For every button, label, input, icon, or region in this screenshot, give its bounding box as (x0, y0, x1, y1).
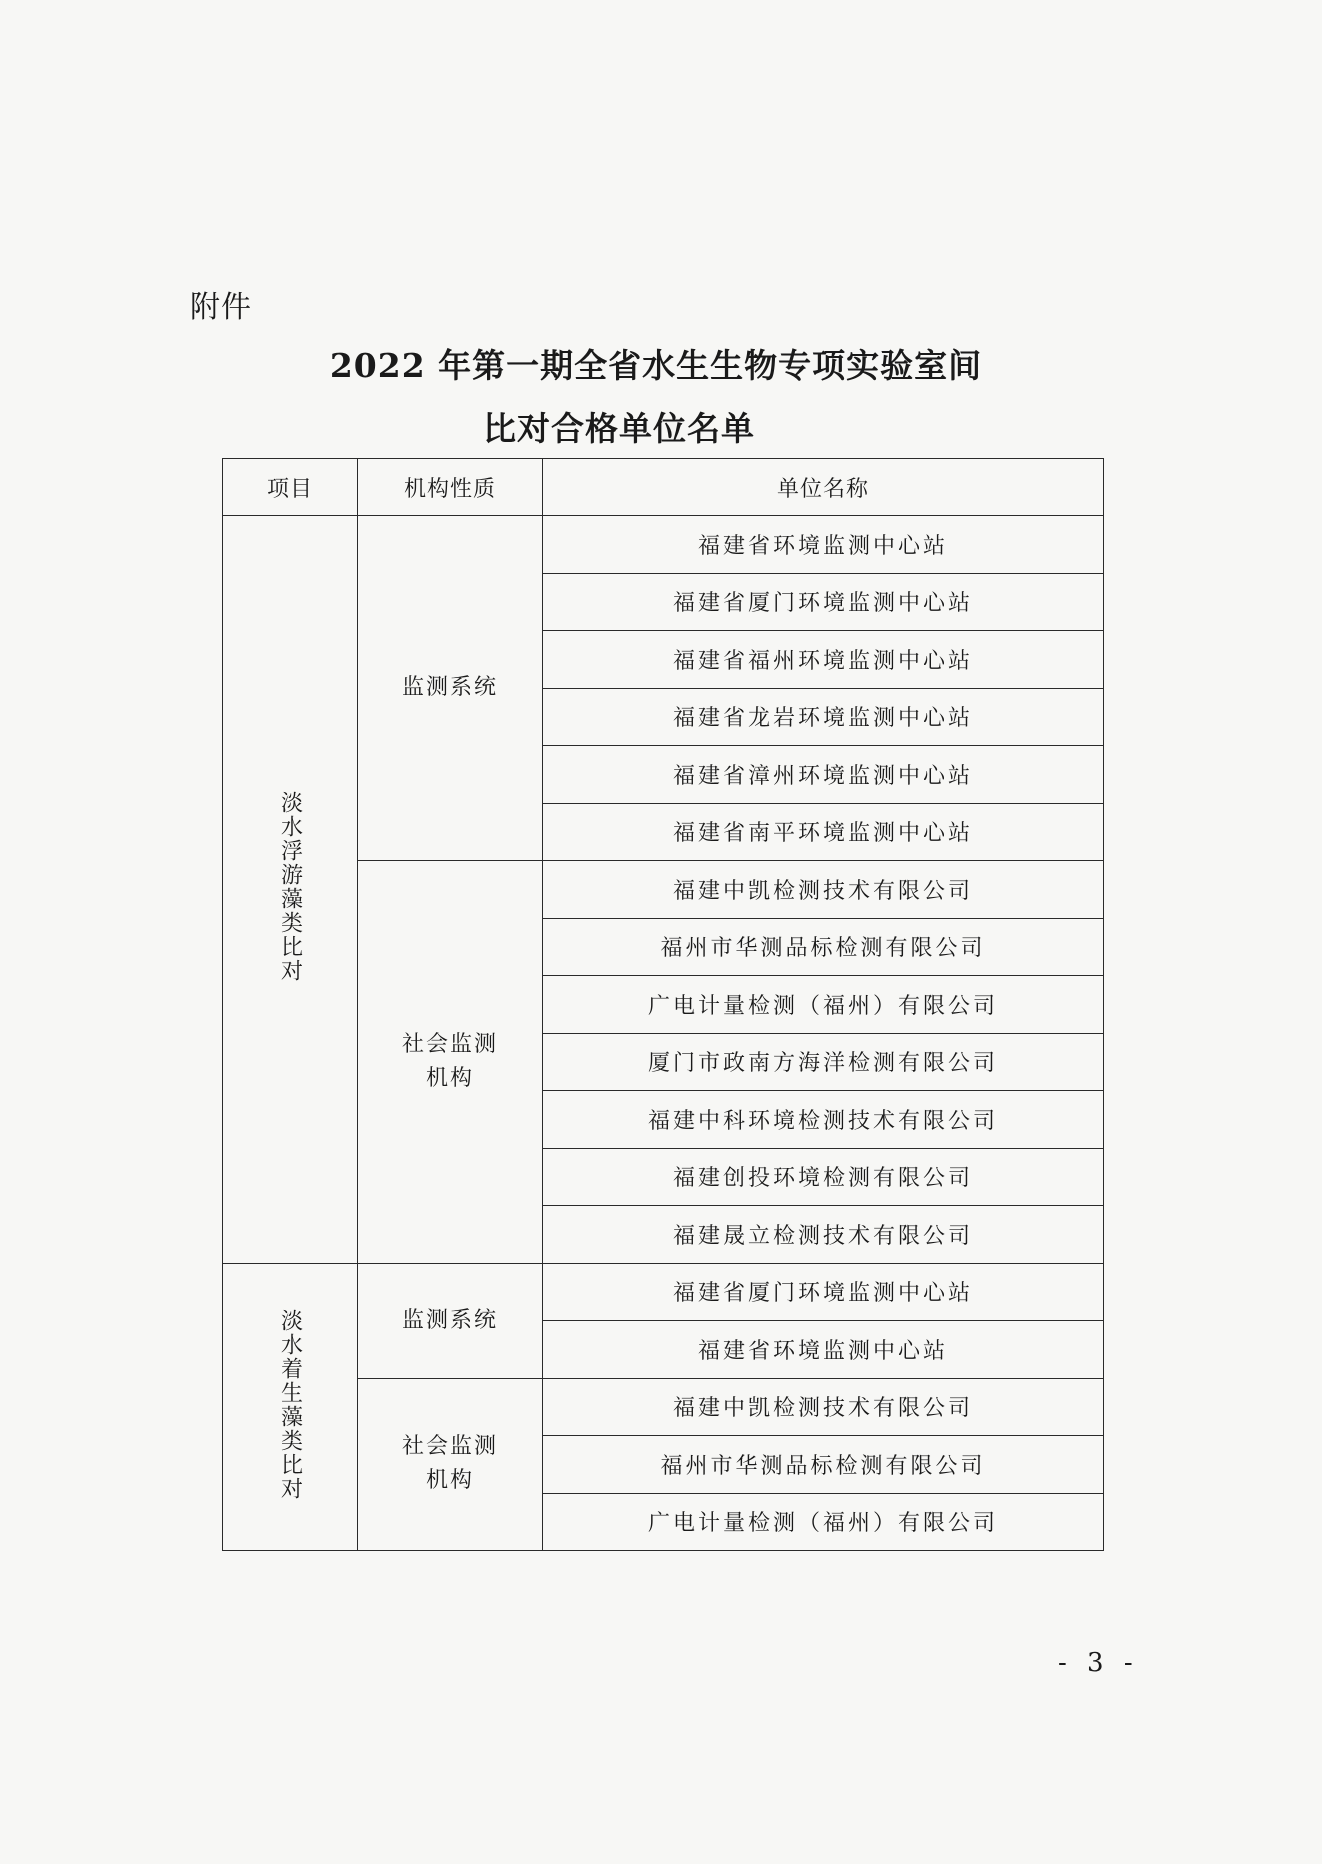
unit-name-cell: 福建创投环境检测有限公司 (543, 1148, 1104, 1206)
nature-cell (358, 861, 543, 1264)
project-name: 淡水浮游藻类比对 (277, 791, 303, 984)
unit-name-cell: 广电计量检测（福州）有限公司 (543, 1493, 1104, 1551)
unit-name-cell: 厦门市政南方海洋检测有限公司 (543, 1033, 1104, 1091)
project-cell (223, 516, 358, 1264)
unit-name-cell: 福建省龙岩环境监测中心站 (543, 688, 1104, 746)
nature-cell: 监测系统 (358, 516, 543, 861)
unit-name-cell: 福建晟立检测技术有限公司 (543, 1206, 1104, 1264)
header-unit-name: 单位名称 (543, 459, 1104, 516)
unit-name-cell: 福建省厦门环境监测中心站 (543, 1263, 1104, 1321)
nature-cell (358, 1378, 543, 1551)
nature-cell: 监测系统 (358, 1263, 543, 1378)
project-cell (223, 1263, 358, 1551)
nature-label: 社会监测机构 (401, 1434, 498, 1494)
unit-name-cell: 福建省厦门环境监测中心站 (543, 573, 1104, 631)
page-number: - 3 - (1058, 1648, 1139, 1678)
document-title-line1: 2022 年第一期全省水生生物专项实验室间 (329, 346, 983, 385)
unit-name-cell: 福建中科环境检测技术有限公司 (543, 1091, 1104, 1149)
unit-name-cell: 福建中凯检测技术有限公司 (543, 1378, 1104, 1436)
unit-name-cell: 福建省漳州环境监测中心站 (543, 746, 1104, 804)
unit-name-cell: 广电计量检测（福州）有限公司 (543, 976, 1104, 1034)
unit-name-cell: 福州市华测品标检测有限公司 (543, 918, 1104, 976)
unit-name-cell: 福建省南平环境监测中心站 (543, 803, 1104, 861)
unit-name-cell: 福建省环境监测中心站 (543, 516, 1104, 574)
header-institution-nature: 机构性质 (358, 459, 543, 516)
unit-name-cell: 福建省福州环境监测中心站 (543, 631, 1104, 689)
header-project: 项目 (223, 459, 358, 516)
table-row (223, 1263, 1104, 1321)
unit-name-cell: 福建省环境监测中心站 (543, 1321, 1104, 1379)
project-name: 淡水着生藻类比对 (277, 1308, 303, 1501)
nature-label: 社会监测机构 (401, 1031, 498, 1091)
unit-name-cell: 福建中凯检测技术有限公司 (543, 861, 1104, 919)
unit-name-cell: 福州市华测品标检测有限公司 (543, 1436, 1104, 1494)
qualified-units-table (222, 458, 1104, 1551)
attachment-label: 附件 (190, 290, 252, 325)
document-title-line2: 比对合格单位名单 (483, 409, 755, 448)
table-header-row (223, 459, 1104, 516)
table-row (223, 516, 1104, 574)
